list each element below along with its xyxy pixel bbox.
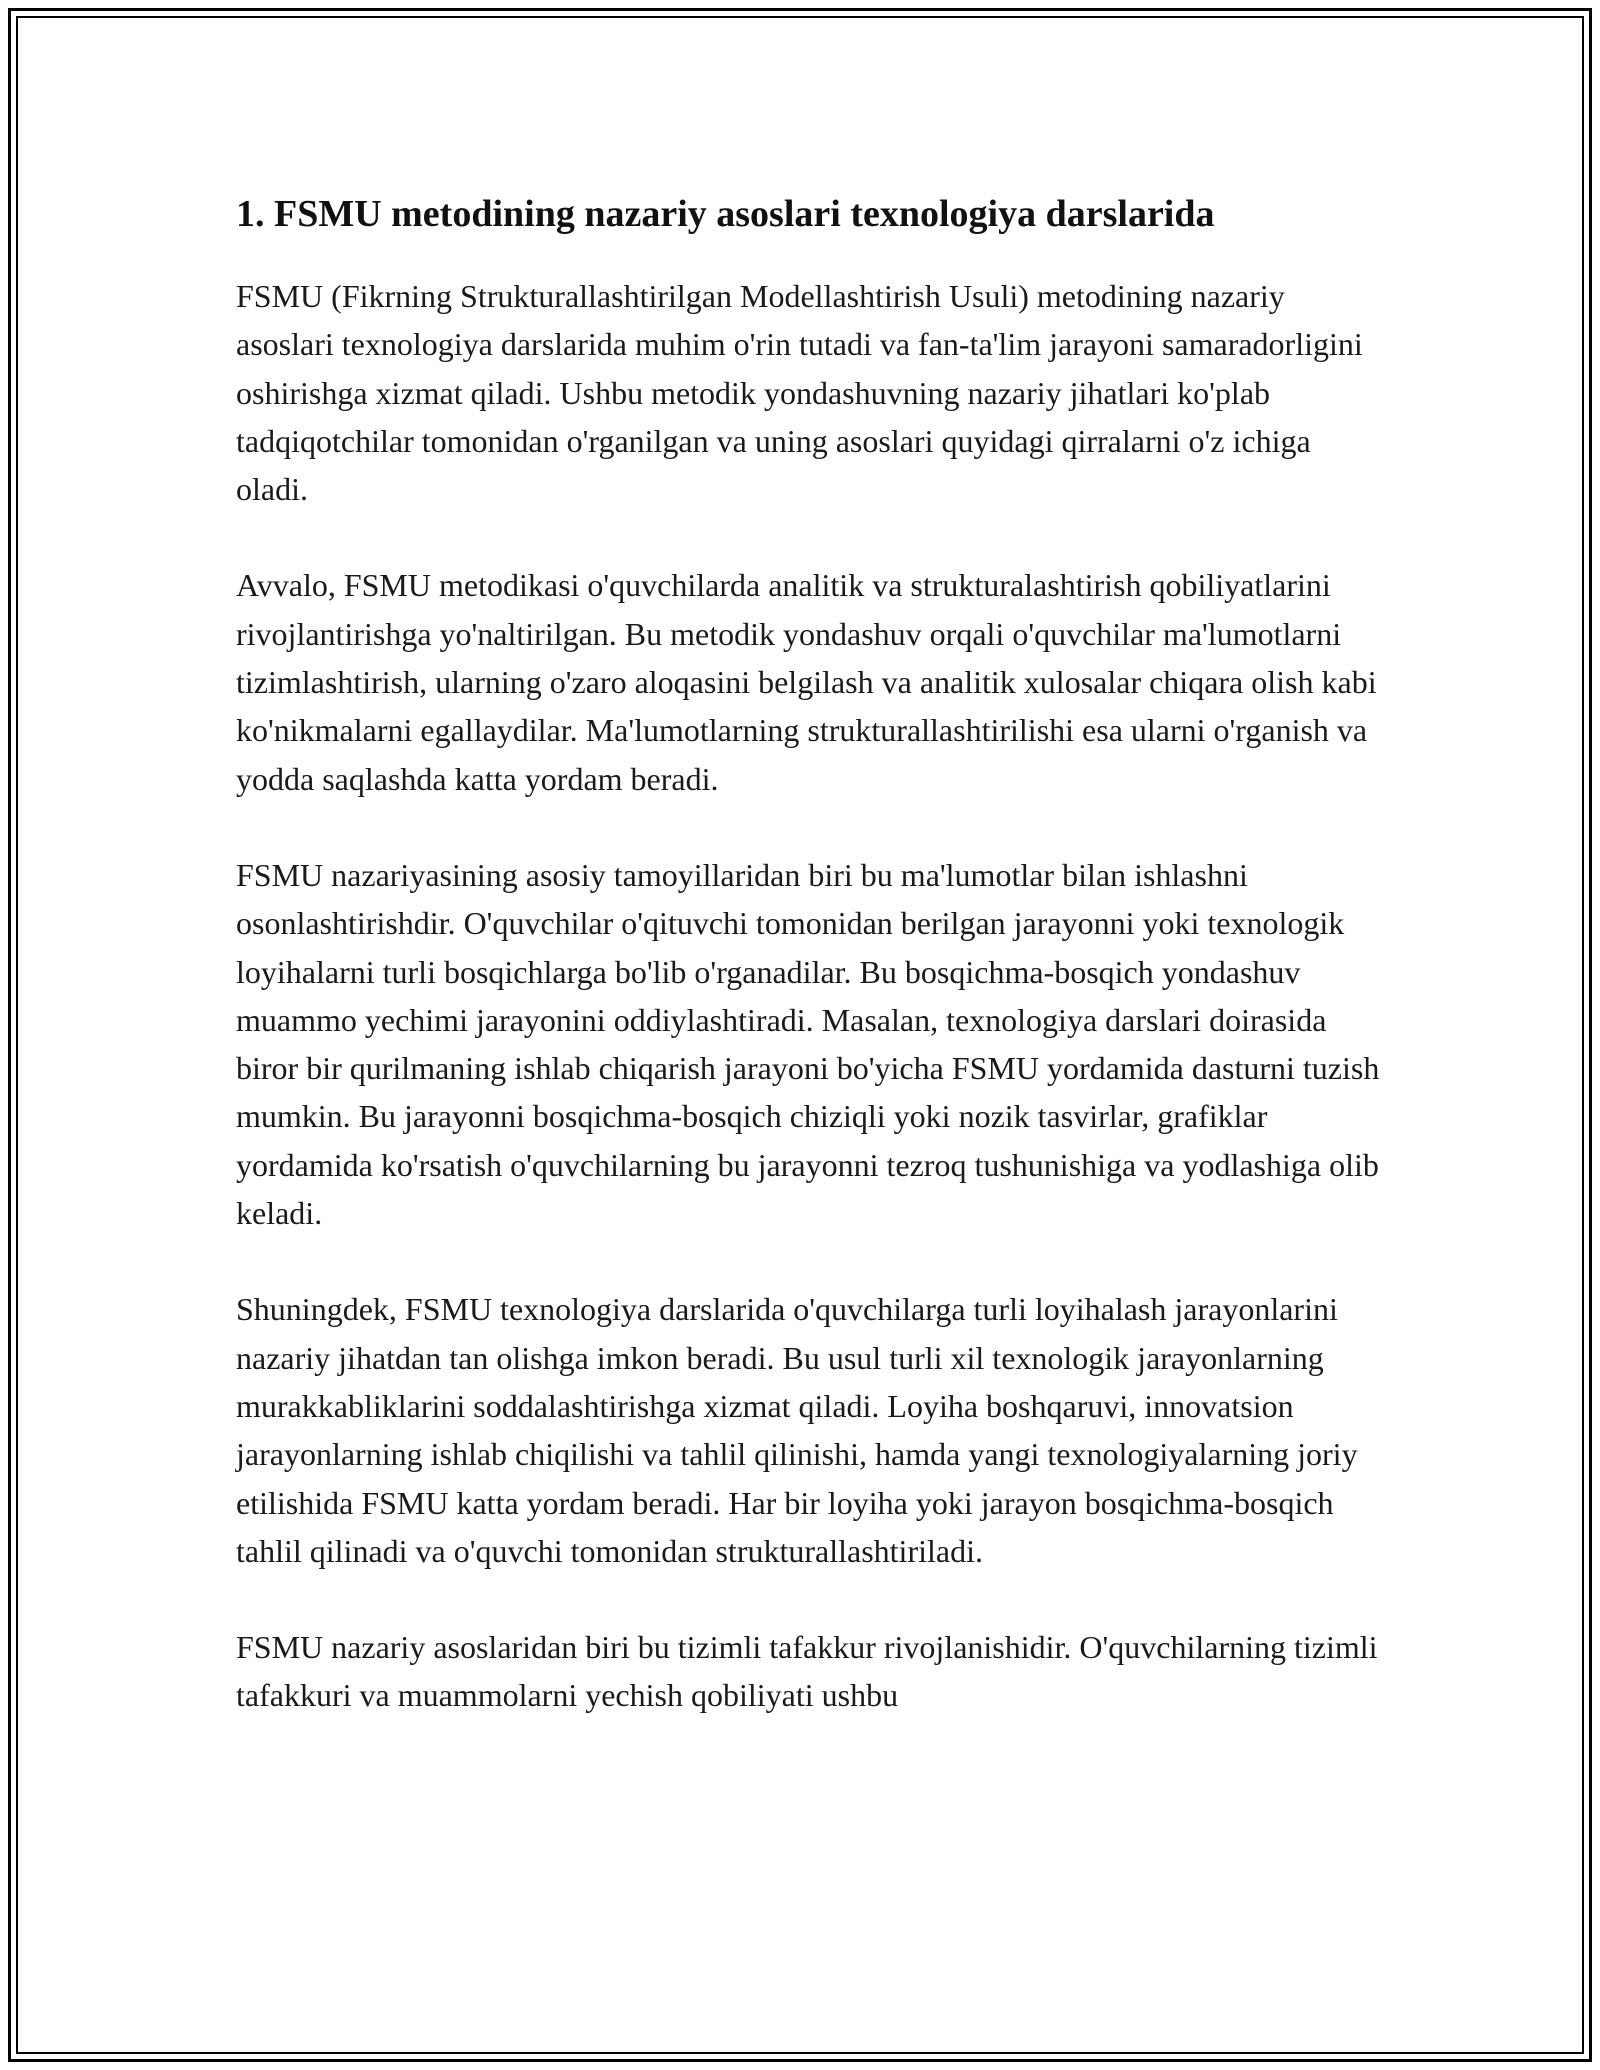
paragraph-5: FSMU nazariy asoslaridan biri bu tizimli tafakkur rivojlanishidir. O'quvchilarning tizimli tafakkuri va muammolarni yechish qobiliyati ushbu bbox=[236, 1629, 1378, 1714]
section-heading: 1. FSMU metodining nazariy asoslari texnologiya darslarida bbox=[236, 193, 1215, 235]
paragraph-3: FSMU nazariyasining asosiy tamoyillaridan biri bu ma'lumotlar bilan ishlashni osonlashtirishdir. O'quvchilar o'qituvchi tomonidan berilgan jarayonni yoki texnologik loyihalarni turli bosqichlarga bo'lib o'rganadilar. Bu bosqichma-bosqich yondashuv muammo yechimi jarayonini oddiylashtiradi. Masalan, texnologiya darslari doirasida biror bir qurilmaning ishlab chiqarish jarayoni bo'yicha FSMU yordamida dasturni tuzish mumkin. Bu jarayonni bosqichma-bosqich chiziqli yoki nozik tasvirlar, grafiklar yordamida ko'rsatish o'quvchilarning bu jarayonni tezroq tushunishiga va yodlashiga olib keladi. bbox=[236, 856, 1380, 1232]
paragraph-4: Shuningdek, FSMU texnologiya darslarida o'quvchilarga turli loyihalash jarayonlarini nazariy jihatdan tan olishga imkon beradi. Bu usul turli xil texnologik jarayonlarning murakkabliklarini soddalashtirishga xizmat qiladi. Loyiha boshqaruvi, innovatsion jarayonlarning ishlab chiqilishi va tahlil qilinishi, hamda yangi texnologiyalarning joriy etilishida FSMU katta yordam beradi. Har bir loyiha yoki jarayon bosqichma-bosqich tahlil qilinadi va o'quvchi tomonidan strukturallashtiriladi. bbox=[236, 1291, 1358, 1569]
document-body bbox=[236, 186, 1381, 1768]
paragraph-2: Avvalo, FSMU metodikasi o'quvchilarda analitik va strukturalashtirish qobiliyatlarini rivojlantirishga yo'naltirilgan. Bu metodik yondashuv orqali o'quvchilar ma'lumotlarni tizimlashtirish, ularning o'zaro aloqasini belgilash va analitik xulosalar chiqara olish kabi ko'nikmalarni egallaydilar. Ma'lumotlarning strukturallashtirilishi esa ularni o'rganish va yodda saqlashda katta yordam beradi. bbox=[236, 567, 1377, 797]
paragraph-1: FSMU (Fikrning Strukturallashtirilgan Modellashtirish Usuli) metodining nazariy asoslari texnologiya darslarida muhim o'rin tutadi va fan-ta'lim jarayoni samaradorligini oshirishga xizmat qiladi. Ushbu metodik yondashuvning nazariy jihatlari ko'plab tadqiqotchilar tomonidan o'rganilgan va uning asoslari quyidagi qirralarni o'z ichiga oladi. bbox=[236, 278, 1363, 508]
